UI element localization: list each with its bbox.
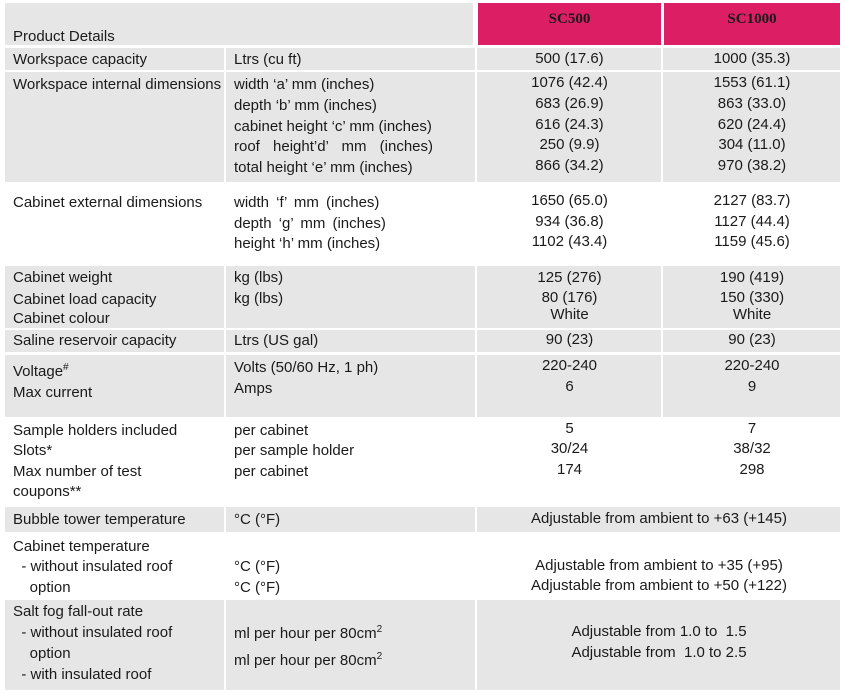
sc1000-value: 1159 (45.6) xyxy=(714,233,790,250)
row-unit: °C (°F) xyxy=(234,558,281,575)
sc1000-value: 220-240 xyxy=(724,357,780,374)
row-unit: per cabinet xyxy=(234,422,309,439)
sc1000-value: 7 xyxy=(747,420,757,437)
table-row xyxy=(5,330,840,352)
row-unit: kg (lbs) xyxy=(234,269,284,286)
table-row xyxy=(5,72,840,182)
shared-value: Adjustable from 1.0 to 2.5 xyxy=(571,644,747,661)
sc500-value: 174 xyxy=(556,461,583,478)
sc500-value: 6 xyxy=(565,378,574,395)
sc1000-value: 620 (24.4) xyxy=(717,116,787,133)
sc500-value: 683 (26.9) xyxy=(535,95,604,112)
sc1000-value: 298 xyxy=(739,461,765,478)
shared-value: Adjustable from ambient to +50 (+122) xyxy=(531,577,787,594)
table-row xyxy=(5,600,840,690)
sc500-value: 90 (23) xyxy=(545,331,594,348)
sc500-value: 250 (9.9) xyxy=(539,136,600,153)
row-unit: ml per hour per $80cm^2$ xyxy=(234,651,383,669)
row-label: Bubble tower temperature xyxy=(13,511,186,528)
row-unit: height ‘h’ mm (inches) xyxy=(234,235,381,252)
sc1000-value: 2127 (83.7) xyxy=(713,192,791,209)
row-unit: roof height’d’ mm (inches) xyxy=(234,138,434,155)
footnote-marker: # xyxy=(63,362,69,373)
sc500-value: White xyxy=(550,306,589,323)
sc500-value: 30/24 xyxy=(550,440,589,457)
sc1000-value: 90 (23) xyxy=(728,331,776,348)
sc1000-value: 150 (330) xyxy=(719,289,785,306)
row-label: option xyxy=(13,579,71,596)
sc1000-value: 38/32 xyxy=(733,440,771,457)
sc1000-value: 304 (11.0) xyxy=(718,136,786,153)
row-label: Workspace capacity xyxy=(13,51,147,68)
row-unit: Amps xyxy=(234,380,273,397)
row-label: Sample holders included xyxy=(13,422,178,439)
row-unit: depth ‘b’ mm (inches) xyxy=(234,97,377,114)
row-label: Slots* xyxy=(13,442,53,459)
sc1000-value: White xyxy=(732,306,772,323)
table-title: Product Details xyxy=(13,28,115,45)
table-row xyxy=(5,507,840,532)
row-unit: kg (lbs) xyxy=(234,290,284,307)
table-row xyxy=(5,534,840,598)
row-label: Workspace internal dimensions xyxy=(13,76,222,93)
table-row xyxy=(5,355,840,417)
sc500-value: 220-240 xyxy=(541,357,598,374)
row-label: Saline reservoir capacity xyxy=(13,332,177,349)
shared-value: Adjustable from 1.0 to 1.5 xyxy=(571,623,747,640)
superscript: 2 xyxy=(376,624,383,635)
row-label: Cabinet external dimensions xyxy=(13,194,203,211)
row-unit: °C (°F) xyxy=(234,579,281,596)
row-unit: width ‘f’ mm (inches) xyxy=(234,194,380,211)
sc1000-value: 863 (33.0) xyxy=(717,95,787,112)
sc500-value: 1102 (43.4) xyxy=(531,233,608,250)
row-label: coupons** xyxy=(13,483,82,500)
model-header-sc500 xyxy=(478,3,661,45)
row-unit: width ‘a’ mm (inches) xyxy=(234,76,375,93)
model-name: SC500 xyxy=(548,11,591,27)
row-label: Cabinet load capacity xyxy=(13,291,157,308)
sc500-value: 616 (24.3) xyxy=(535,116,604,133)
superscript: 2 xyxy=(376,651,383,662)
row-unit: Ltrs (US gal) xyxy=(234,332,319,349)
row-label: - without insulated roof xyxy=(13,558,173,575)
row-label: Cabinet weight xyxy=(13,269,113,286)
sc500-value: 80 (176) xyxy=(541,289,598,306)
row-label: Salt fog fall-out rate xyxy=(13,603,144,620)
model-header-sc1000 xyxy=(664,3,840,45)
row-label: - without insulated roof xyxy=(13,624,173,641)
shared-value: Adjustable from ambient to +63 (+145) xyxy=(531,510,787,527)
sc500-value: 125 (276) xyxy=(537,269,602,286)
sc500-value: 866 (34.2) xyxy=(535,157,604,174)
table-row xyxy=(5,184,840,264)
table-row xyxy=(5,419,840,505)
sc500-value: 1076 (42.4) xyxy=(531,74,608,91)
sc500-value: 500 (17.6) xyxy=(535,50,604,67)
row-unit: cabinet height ‘c’ mm (inches) xyxy=(234,118,432,135)
row-unit: Volts (50/60 Hz, 1 ph) xyxy=(234,359,379,376)
row-unit: total height ‘e’ mm (inches) xyxy=(234,159,413,176)
row-label: Cabinet colour xyxy=(13,310,110,327)
row-label: Voltage# xyxy=(13,362,69,380)
row-unit: ml per hour per $80cm^2$ xyxy=(234,624,383,642)
sc500-value: 934 (36.8) xyxy=(535,213,604,230)
shared-value: Adjustable from ambient to +35 (+95) xyxy=(535,557,783,574)
model-name: SC1000 xyxy=(727,11,777,27)
row-unit: Ltrs (cu ft) xyxy=(234,51,302,68)
header-row xyxy=(5,3,473,45)
row-unit: depth ‘g’ mm (inches) xyxy=(234,215,386,232)
row-label: - with insulated roof xyxy=(13,666,152,683)
row-unit: °C (°F) xyxy=(234,511,281,528)
sc1000-value: 1553 (61.1) xyxy=(713,74,791,91)
row-label: Max current xyxy=(13,384,93,401)
sc500-value: 1650 (65.0) xyxy=(531,192,608,209)
table-row xyxy=(5,48,840,70)
row-label: option xyxy=(13,645,71,662)
row-label: Cabinet temperature xyxy=(13,538,150,555)
table-row xyxy=(5,266,840,328)
sc1000-value: 970 (38.2) xyxy=(717,157,787,174)
sc1000-value: 190 (419) xyxy=(719,269,785,286)
row-unit: per sample holder xyxy=(234,442,355,459)
sc1000-value: 1000 (35.3) xyxy=(713,50,791,67)
row-label: Max number of test xyxy=(13,463,142,480)
sc1000-value: 9 xyxy=(747,378,757,395)
sc1000-value: 1127 (44.4) xyxy=(714,213,790,230)
row-unit: per cabinet xyxy=(234,463,309,480)
sc500-value: 5 xyxy=(565,420,574,437)
